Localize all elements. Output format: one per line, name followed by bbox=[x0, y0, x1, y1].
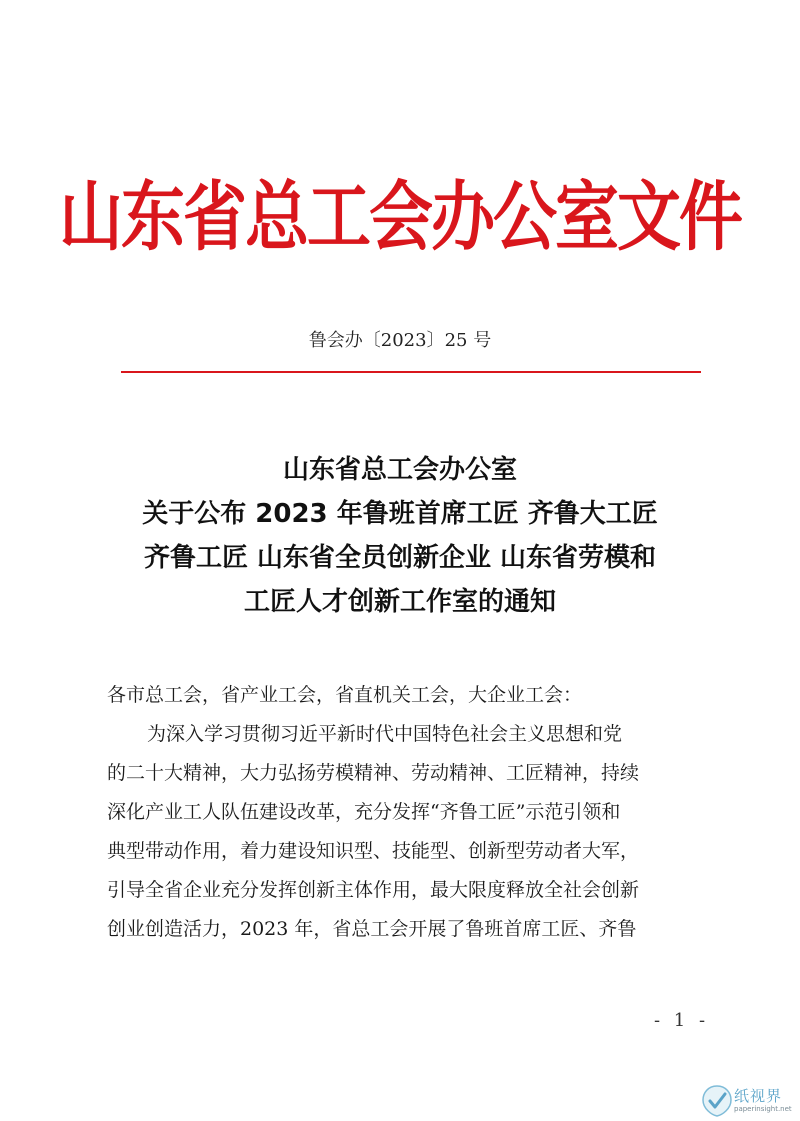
paragraph-line: 引导全省企业充分发挥创新主体作用，最大限度释放全社会创新 bbox=[107, 879, 640, 901]
title-line: 工匠人才创新工作室的通知 bbox=[243, 587, 556, 617]
addressee-line: 各市总工会，省产业工会，省直机关工会，大企业工会： bbox=[107, 684, 583, 706]
paragraph-line: 典型带动作用，着力建设知识型、技能型、创新型劳动者大军， bbox=[107, 840, 640, 862]
page-number: - 1 - bbox=[654, 1010, 710, 1031]
red-divider-line bbox=[121, 371, 701, 373]
paragraph-line: 创业创造活力，2023 年，省总工会开展了鲁班首席工匠、齐鲁 bbox=[107, 918, 637, 940]
title-line: 关于公布 2023 年鲁班首席工匠 齐鲁大工匠 bbox=[142, 499, 658, 529]
notice-title bbox=[90, 448, 710, 624]
document-number: 鲁会办〔2023〕25 号 bbox=[308, 330, 492, 351]
title-line: 山东省总工会办公室 bbox=[282, 455, 517, 485]
watermark-url: paperinsight.net bbox=[734, 1105, 792, 1113]
paragraph-line: 的二十大精神，大力弘扬劳模精神、劳动精神、工匠精神，持续 bbox=[107, 762, 640, 784]
watermark bbox=[702, 1084, 796, 1118]
paperinsight-logo-icon bbox=[702, 1084, 732, 1118]
watermark-name: 纸视界 bbox=[734, 1087, 783, 1105]
title-line: 齐鲁工匠 山东省全员创新企业 山东省劳模和 bbox=[143, 543, 657, 573]
paragraph-line: 深化产业工人队伍建设改革，充分发挥“齐鲁工匠”示范引领和 bbox=[107, 801, 621, 823]
notice-body bbox=[107, 676, 707, 949]
masthead-title: 山东省总工会办公室文件 bbox=[59, 174, 741, 262]
paragraph-line: 为深入学习贯彻习近平新时代中国特色社会主义思想和党 bbox=[147, 723, 623, 745]
